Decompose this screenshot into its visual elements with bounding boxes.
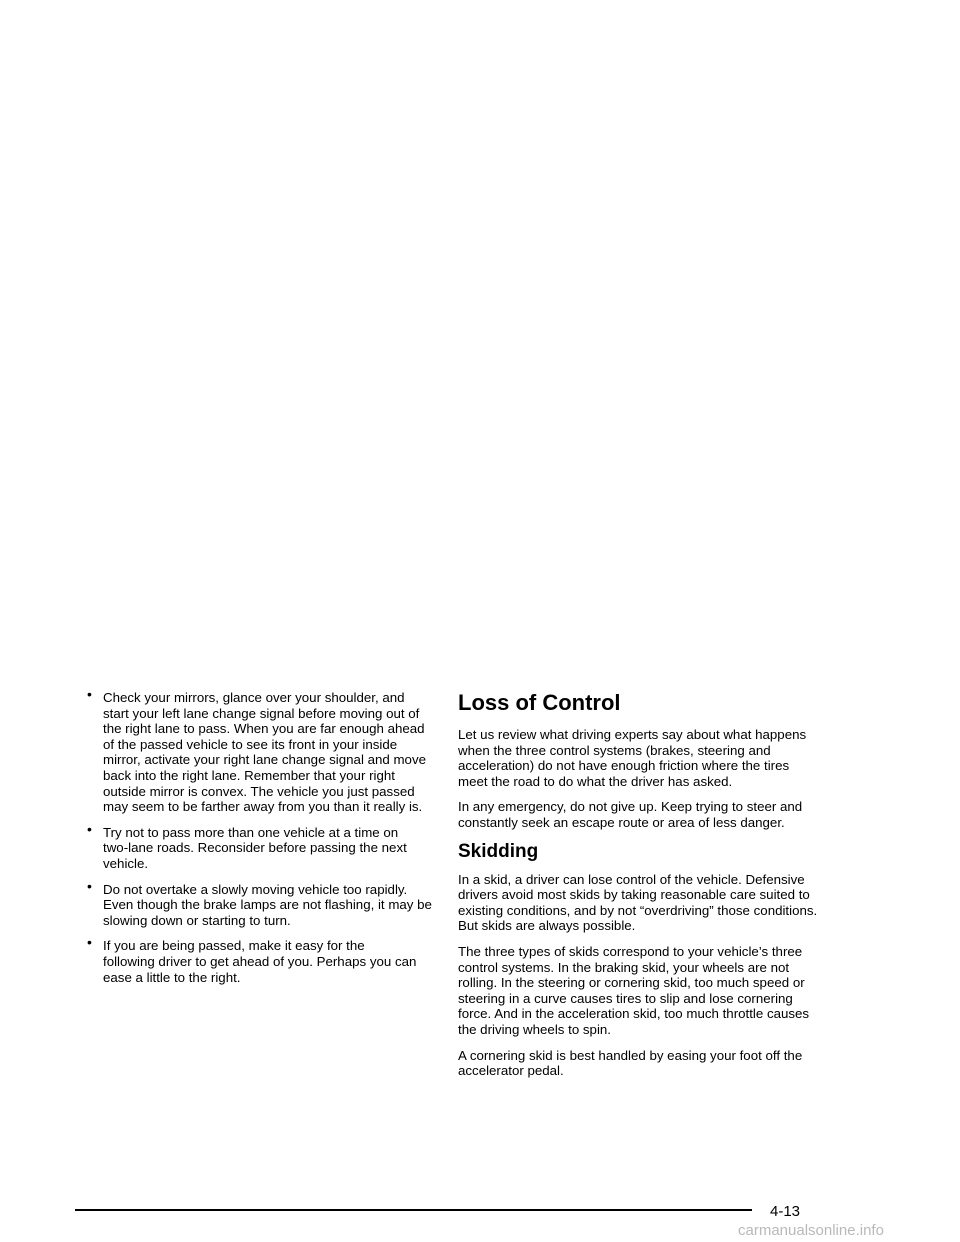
- bullet-text-rest: two-lane roads. Reconsider before passing the next vehicle.: [103, 840, 407, 871]
- heading-loss-of-control: Loss of Control: [458, 690, 621, 715]
- bullet-icon: •: [87, 934, 92, 951]
- bullet-text-rest: Even though the brake lamps are not flashing, it may be slowing down or starting to turn.: [103, 897, 432, 928]
- bullet-text-rest: start your left lane change signal before moving out of the right lane to pass. When you are far enough ahead of the passed vehicle to see its front in your inside mirror, activate your right lane change signal and move back into the right lane. Remember that your right outside mirror is convex. The vehicle you just passed may seem to be farther away from you than it really is.: [103, 705, 426, 815]
- bullet-text-rest: following driver to get ahead of you. Perhaps you can ease a little to the right.: [103, 953, 417, 985]
- bullet-item-mirrors: [87, 686, 432, 815]
- bullet-text-first: Check your mirrors, glance over your shoulder, and: [103, 690, 405, 705]
- paragraph-cornering-skid: A cornering skid is best handled by easing your foot off the accelerator pedal.: [458, 1047, 803, 1079]
- bullet-text-first: Try not to pass more than one vehicle at a time on: [103, 824, 399, 840]
- bullet-icon: •: [87, 686, 92, 702]
- paragraph-emergency: In any emergency, do not give up. Keep trying to steer and constantly seek an escape route or area of less danger.: [458, 799, 803, 830]
- bullet-item-overtake: [87, 877, 432, 929]
- bullet-icon: •: [87, 820, 92, 837]
- paragraph-skid-intro: In a skid, a driver can lose control of the vehicle. Defensive drivers avoid most skids by taking reasonable care suited to existing conditions, and by not “overdriving” those conditions. But skids are always possible.: [458, 871, 818, 934]
- left-column: [87, 686, 432, 995]
- paragraph-control-systems: Let us review what driving experts say about what happens when the three control systems (brakes, steering and acceleration) do not have enough friction where the tires meet the road to do what the driver has asked.: [458, 727, 807, 789]
- watermark-text: carmanualsonline.info: [738, 1222, 884, 1239]
- right-column: [458, 690, 818, 1089]
- bullet-item-being-passed: [87, 934, 432, 985]
- bullet-icon: •: [87, 877, 92, 894]
- heading-skidding: Skidding: [458, 840, 539, 862]
- bullet-text-first: Do not overtake a slowly moving vehicle too rapidly.: [103, 881, 408, 897]
- page-number: 4-13: [770, 1203, 801, 1220]
- bullet-text-first: If you are being passed, make it easy for the: [103, 938, 365, 954]
- bullet-item-one-vehicle: [87, 820, 432, 872]
- paragraph-skid-types: The three types of skids correspond to your vehicle’s three control systems. In the braking skid, your wheels are not rolling. In the steering or cornering skid, too much speed or steering in a curve causes tires to slip and lose cornering force. And in the acceleration skid, too much throttle causes the driving wheels to spin.: [458, 943, 810, 1037]
- footer-rule: [75, 1209, 752, 1211]
